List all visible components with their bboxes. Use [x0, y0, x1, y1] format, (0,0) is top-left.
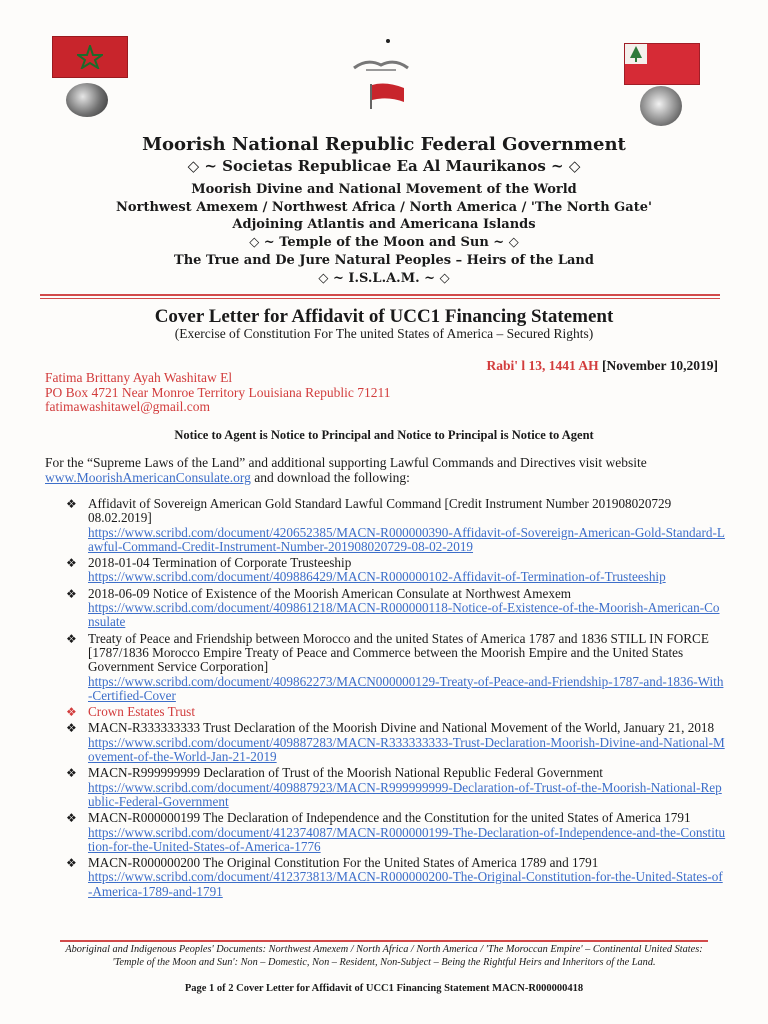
item-link[interactable]: https://www.scribd.com/document/409862273/MACN000000129-Treaty-of-Peace-and-Friendship-1787-and-1836-With-Certified-Cover: [88, 673, 724, 703]
bullet-icon: ❖: [66, 631, 77, 646]
bullet-icon: ❖: [66, 721, 77, 736]
bullet-icon: ❖: [66, 497, 77, 511]
list-item: ❖ 2018-06-09 Notice of Existence of the Moorish American Consulate at Northwest Amexem https://www.scribd.com/document/409861218/MACN-R000000118-Notice-of-Existence-of-the-Moorish-American-Consulate: [66, 585, 720, 630]
list-item: ❖ MACN-R000000200 The Original Constitution For the United States of America 1789 and 1791 https://www.scribd.com/document/412373813/MACN-R000000200-The-Original-Constitution-for-the-United-States-of-America-1789-and-1791: [66, 855, 723, 899]
item-link[interactable]: https://www.scribd.com/document/412373813/MACN-R000000200-The-Original-Constitution-for-the-United-States-of-America-1789-and-1791: [88, 869, 723, 899]
waving-flag-icon: [368, 82, 406, 110]
item-link[interactable]: https://www.scribd.com/document/409887283/MACN-R333333333-Trust-Declaration-Moorish-Divine-and-National-Movement-of-the-World-Jan-21-2019: [88, 734, 725, 765]
document-title: Cover Letter for Affidavit of UCC1 Financing Statement: [154, 306, 614, 327]
ornament-icon: ◇: [439, 271, 450, 286]
consulate-website-link[interactable]: www.MoorishAmericanConsulate.org: [45, 469, 251, 485]
item-link[interactable]: https://www.scribd.com/document/409887923/MACN-R999999999-Declaration-of-Trust-of-the-Moorish-National-Republic-Federal-Government: [88, 779, 722, 809]
item-link[interactable]: https://www.scribd.com/document/409861218/MACN-R000000118-Notice-of-Existence-of-the-Moorish-American-Consulate: [88, 600, 720, 630]
page-footer: Page 1 of 2 Cover Letter for Affidavit of UCC1 Financing Statement MACN-R000000418: [184, 983, 584, 994]
item-link[interactable]: https://www.scribd.com/document/409886429/MACN-R000000102-Affidavit-of-Termination-of-Trusteeship: [88, 569, 666, 585]
intro-paragraph: For the “Supreme Laws of the Land” and additional supporting Lawful Commands and Directives visit website www.MoorishAmericanConsulate.org and download the following:: [45, 455, 647, 485]
download-list: [66, 497, 726, 901]
date-gregorian: [November 10,2019]: [602, 358, 718, 373]
bullet-icon: ❖: [66, 766, 77, 781]
sender-address: PO Box 4721 Near Monroe Territory Louisiana Republic 71211: [45, 385, 391, 400]
pyramid-seal-icon: [66, 83, 108, 117]
notice-line: Notice to Agent is Notice to Principal and Notice to Principal is Notice to Agent: [174, 428, 594, 442]
bullet-icon: ❖: [66, 811, 77, 826]
eagle-seal-icon: [640, 86, 682, 126]
islam-line: ◇ ~ I.S.L.A.M. ~ ◇: [318, 271, 450, 286]
list-item: ❖ MACN-R999999999 Declaration of Trust of the Moorish National Republic Federal Government https://www.scribd.com/document/409887923/MACN-R999999999-Declaration-of-Trust-of-the-Moorish-National-Republic-Federal-Government: [66, 765, 722, 809]
region-line: Northwest Amexem / Northwest Africa / North America / 'The North Gate': [116, 200, 652, 215]
ornament-icon: ◇: [249, 235, 260, 250]
footer-divider: [60, 940, 708, 942]
sender-name: Fatima Brittany Ayah Washitaw El: [45, 370, 233, 385]
movement-line: Moorish Divine and National Movement of the World: [191, 182, 577, 197]
ornament-icon: ◇: [187, 157, 200, 175]
list-item: ❖ Crown Estates Trust: [66, 704, 195, 720]
bullet-icon: ❖: [66, 705, 77, 720]
org-subtitle: ◇ ~ Societas Republicae Ea Al Maurikanos ~ ◇: [187, 157, 581, 175]
item-link[interactable]: https://www.scribd.com/document/420652385/MACN-R000000390-Affidavit-of-Sovereign-American-Gold-Standard-Lawful-Command-Credit-Instrument-Number-201908020729-08-02-2019: [88, 524, 725, 554]
list-item: ❖ Affidavit of Sovereign American Gold Standard Lawful Command [Credit Instrument Number 201908020729 08.02.2019] https://www.scribd.com/document/420652385/MACN-R000000390-Affidavit-of-Sovereign-American-Gold-Standard-Lawful-Command-Credit-Instrument-Number-201908020729-08-02-2019: [66, 496, 725, 554]
item-link[interactable]: https://www.scribd.com/document/412374087/MACN-R000000199-The-Declaration-of-Independence-and-the-Constitution-for-the-United-States-of-America-1776: [88, 824, 726, 854]
list-item: ❖ Treaty of Peace and Friendship between Morocco and the united States of America 1787 and 1836 STILL IN FORCE [1787/1836 Morocco Empire Treaty of Peace and Commerce between the Moorish Empire and the United States Government Service Corporation] https://www.scribd.com/document/409862273/MACN000000129-Treaty-of-Peace-and-Friendship-1787-and-1836-With-Certified-Cover: [66, 630, 724, 703]
date-hijri: Rabi' l 13, 1441 AH: [486, 358, 599, 373]
sender-email: fatimawashitawel@gmail.com: [45, 399, 211, 414]
ornament-icon: ◇: [318, 271, 329, 286]
document-subtitle: (Exercise of Constitution For The united States of America – Secured Rights): [174, 326, 594, 341]
list-item: ❖ MACN-R333333333 Trust Declaration of the Moorish Divine and National Movement of the World, January 21, 2018 https://www.scribd.com/document/409887283/MACN-R333333333-Trust-Declaration-Moorish-Divine-and-National-Movement-of-the-World-Jan-21-2019: [66, 720, 725, 765]
list-item: ❖ 2018-01-04 Termination of Corporate Trusteeship https://www.scribd.com/document/409886429/MACN-R000000102-Affidavit-of-Termination-of-Trusteeship: [66, 555, 666, 585]
date-line: [487, 358, 719, 374]
footer-note: Aboriginal and Indigenous Peoples' Documents: Northwest Amexem / North Africa / North America / 'The Moroccan Empire' – Continental United States: 'Temple of the Moon and Sun': Non – Domestic, Non – Resident, Non-Subject – Being the Rightful Heirs and Inheritors of the Land.: [65, 944, 703, 968]
header-divider-thin: [40, 298, 720, 299]
handshake-icon: [352, 56, 410, 74]
morocco-flag-icon: [52, 36, 128, 78]
crescent-star-icon: [366, 28, 396, 56]
header-divider: [40, 294, 720, 296]
bullet-icon: ❖: [66, 556, 77, 571]
ornament-icon: ◇: [568, 157, 581, 175]
list-item: ❖ MACN-R000000199 The Declaration of Independence and the Constitution for the united States of America 1791 https://www.scribd.com/document/412374087/MACN-R000000199-The-Declaration-of-Independence-and-the-Constitution-for-the-United-States-of-America-1776: [66, 810, 726, 854]
org-title: Moorish National Republic Federal Government: [142, 134, 626, 155]
bullet-icon: ❖: [66, 856, 77, 871]
temple-line: ◇ ~ Temple of the Moon and Sun ~ ◇: [249, 235, 519, 250]
pine-tree-flag-icon: [624, 43, 700, 85]
adjoining-line: Adjoining Atlantis and Americana Islands: [232, 217, 536, 232]
bullet-icon: ❖: [66, 586, 77, 601]
ornament-icon: ◇: [508, 235, 519, 250]
heirs-line: The True and De Jure Natural Peoples – Heirs of the Land: [174, 253, 594, 268]
